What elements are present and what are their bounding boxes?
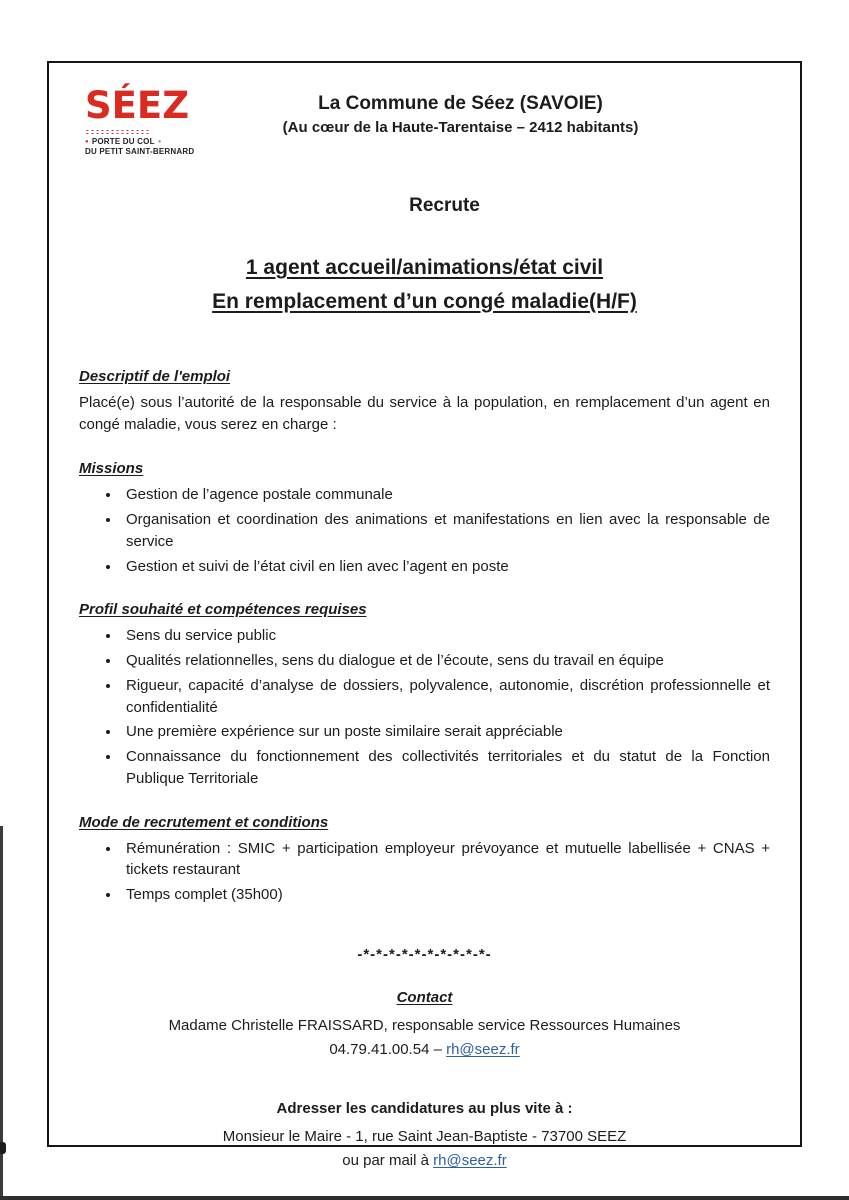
- apply-heading: Adresser les candidatures au plus vite à :: [276, 1099, 573, 1117]
- mode-list: [79, 838, 770, 906]
- scan-artifact-bottom-edge: [0, 1196, 849, 1200]
- list-item: • Rémunération : SMIC + participation employeur prévoyance et mutuelle labellisée + CNAS + tickets restaurant: [121, 838, 770, 882]
- logo-tagline: [85, 137, 205, 157]
- contact-section: [79, 989, 770, 1062]
- contact-phone: 04.79.41.00.54 –: [329, 1040, 447, 1058]
- section-profil: [79, 601, 770, 789]
- contact-email-link[interactable]: rh@seez.fr: [446, 1040, 520, 1058]
- job-position-line2: En remplacement d’un congé maladie(H/F): [212, 289, 637, 313]
- document-header: [79, 83, 770, 163]
- list-item: • Connaissance du fonctionnement des collectivités territoriales et du statut de la Fonction Publique Territoriale: [121, 746, 770, 790]
- profil-heading: Profil souhaité et compétences requises: [79, 601, 367, 619]
- section-missions: [79, 460, 770, 577]
- missions-list: [79, 484, 770, 577]
- contact-heading: Contact: [396, 988, 453, 1006]
- logo-tagline-line2: DU PETIT SAINT-BERNARD: [85, 147, 195, 156]
- document-border-frame: [47, 61, 802, 1169]
- missions-heading: Missions: [79, 460, 144, 478]
- descriptif-body: Placé(e) sous l’autorité de la responsable du service à la population, en remplacement d’un agent en congé maladie, vous serez en charge :: [79, 394, 770, 434]
- job-position-title: [79, 251, 770, 318]
- apply-section: [79, 1100, 770, 1173]
- scan-artifact-blob: [0, 1142, 6, 1154]
- list-item: • Une première expérience sur un poste similaire serait appréciable: [121, 721, 770, 743]
- seez-logo: [85, 84, 205, 157]
- logo-dots-icon: [85, 129, 151, 135]
- list-item: • Organisation et coordination des animations et manifestations en lien avec la responsable de service: [121, 509, 770, 553]
- apply-email-link[interactable]: rh@seez.fr: [433, 1151, 507, 1169]
- commune-subtitle: (Au cœur de la Haute-Tarentaise – 2412 habitants): [282, 119, 639, 136]
- profil-list: [79, 625, 770, 789]
- logo-tagline-line1: ● PORTE DU COL ●: [85, 137, 205, 147]
- list-item: • Gestion de l’agence postale communale: [121, 484, 770, 506]
- section-mode-recrutement: [79, 814, 770, 906]
- list-item: • Rigueur, capacité d’analyse de dossiers, polyvalence, autonomie, discrétion professionnelle et confidentialité: [121, 675, 770, 719]
- apply-address: Monsieur le Maire - 1, rue Saint Jean-Baptiste - 73700 SEEZ: [222, 1127, 627, 1145]
- mode-heading: Mode de recrutement et conditions: [79, 813, 329, 831]
- contact-person: Madame Christelle FRAISSARD, responsable service Ressources Humaines: [168, 1016, 681, 1034]
- decorative-separator: -*-*-*-*-*-*-*-*-*-*-: [357, 945, 492, 963]
- seez-logo-wordmark: SÉEZ: [85, 84, 190, 127]
- list-item: • Gestion et suivi de l’état civil en lien avec l’agent en poste: [121, 556, 770, 578]
- contact-phone-line: [79, 1038, 770, 1062]
- apply-mail-line: [79, 1149, 770, 1173]
- apply-mail-prefix: ou par mail à: [342, 1151, 434, 1169]
- list-item: • Qualités relationnelles, sens du dialogue et de l’écoute, sens du travail en équipe: [121, 650, 770, 672]
- section-descriptif: [79, 368, 770, 436]
- recrute-label: Recrute: [409, 195, 480, 216]
- list-item: • Temps complet (35h00): [121, 884, 770, 906]
- commune-title: La Commune de Séez (SAVOIE): [318, 93, 603, 114]
- list-item: • Sens du service public: [121, 625, 770, 647]
- job-position-line1: 1 agent accueil/animations/état civil: [245, 256, 604, 279]
- descriptif-heading: Descriptif de l'emploi: [79, 368, 231, 386]
